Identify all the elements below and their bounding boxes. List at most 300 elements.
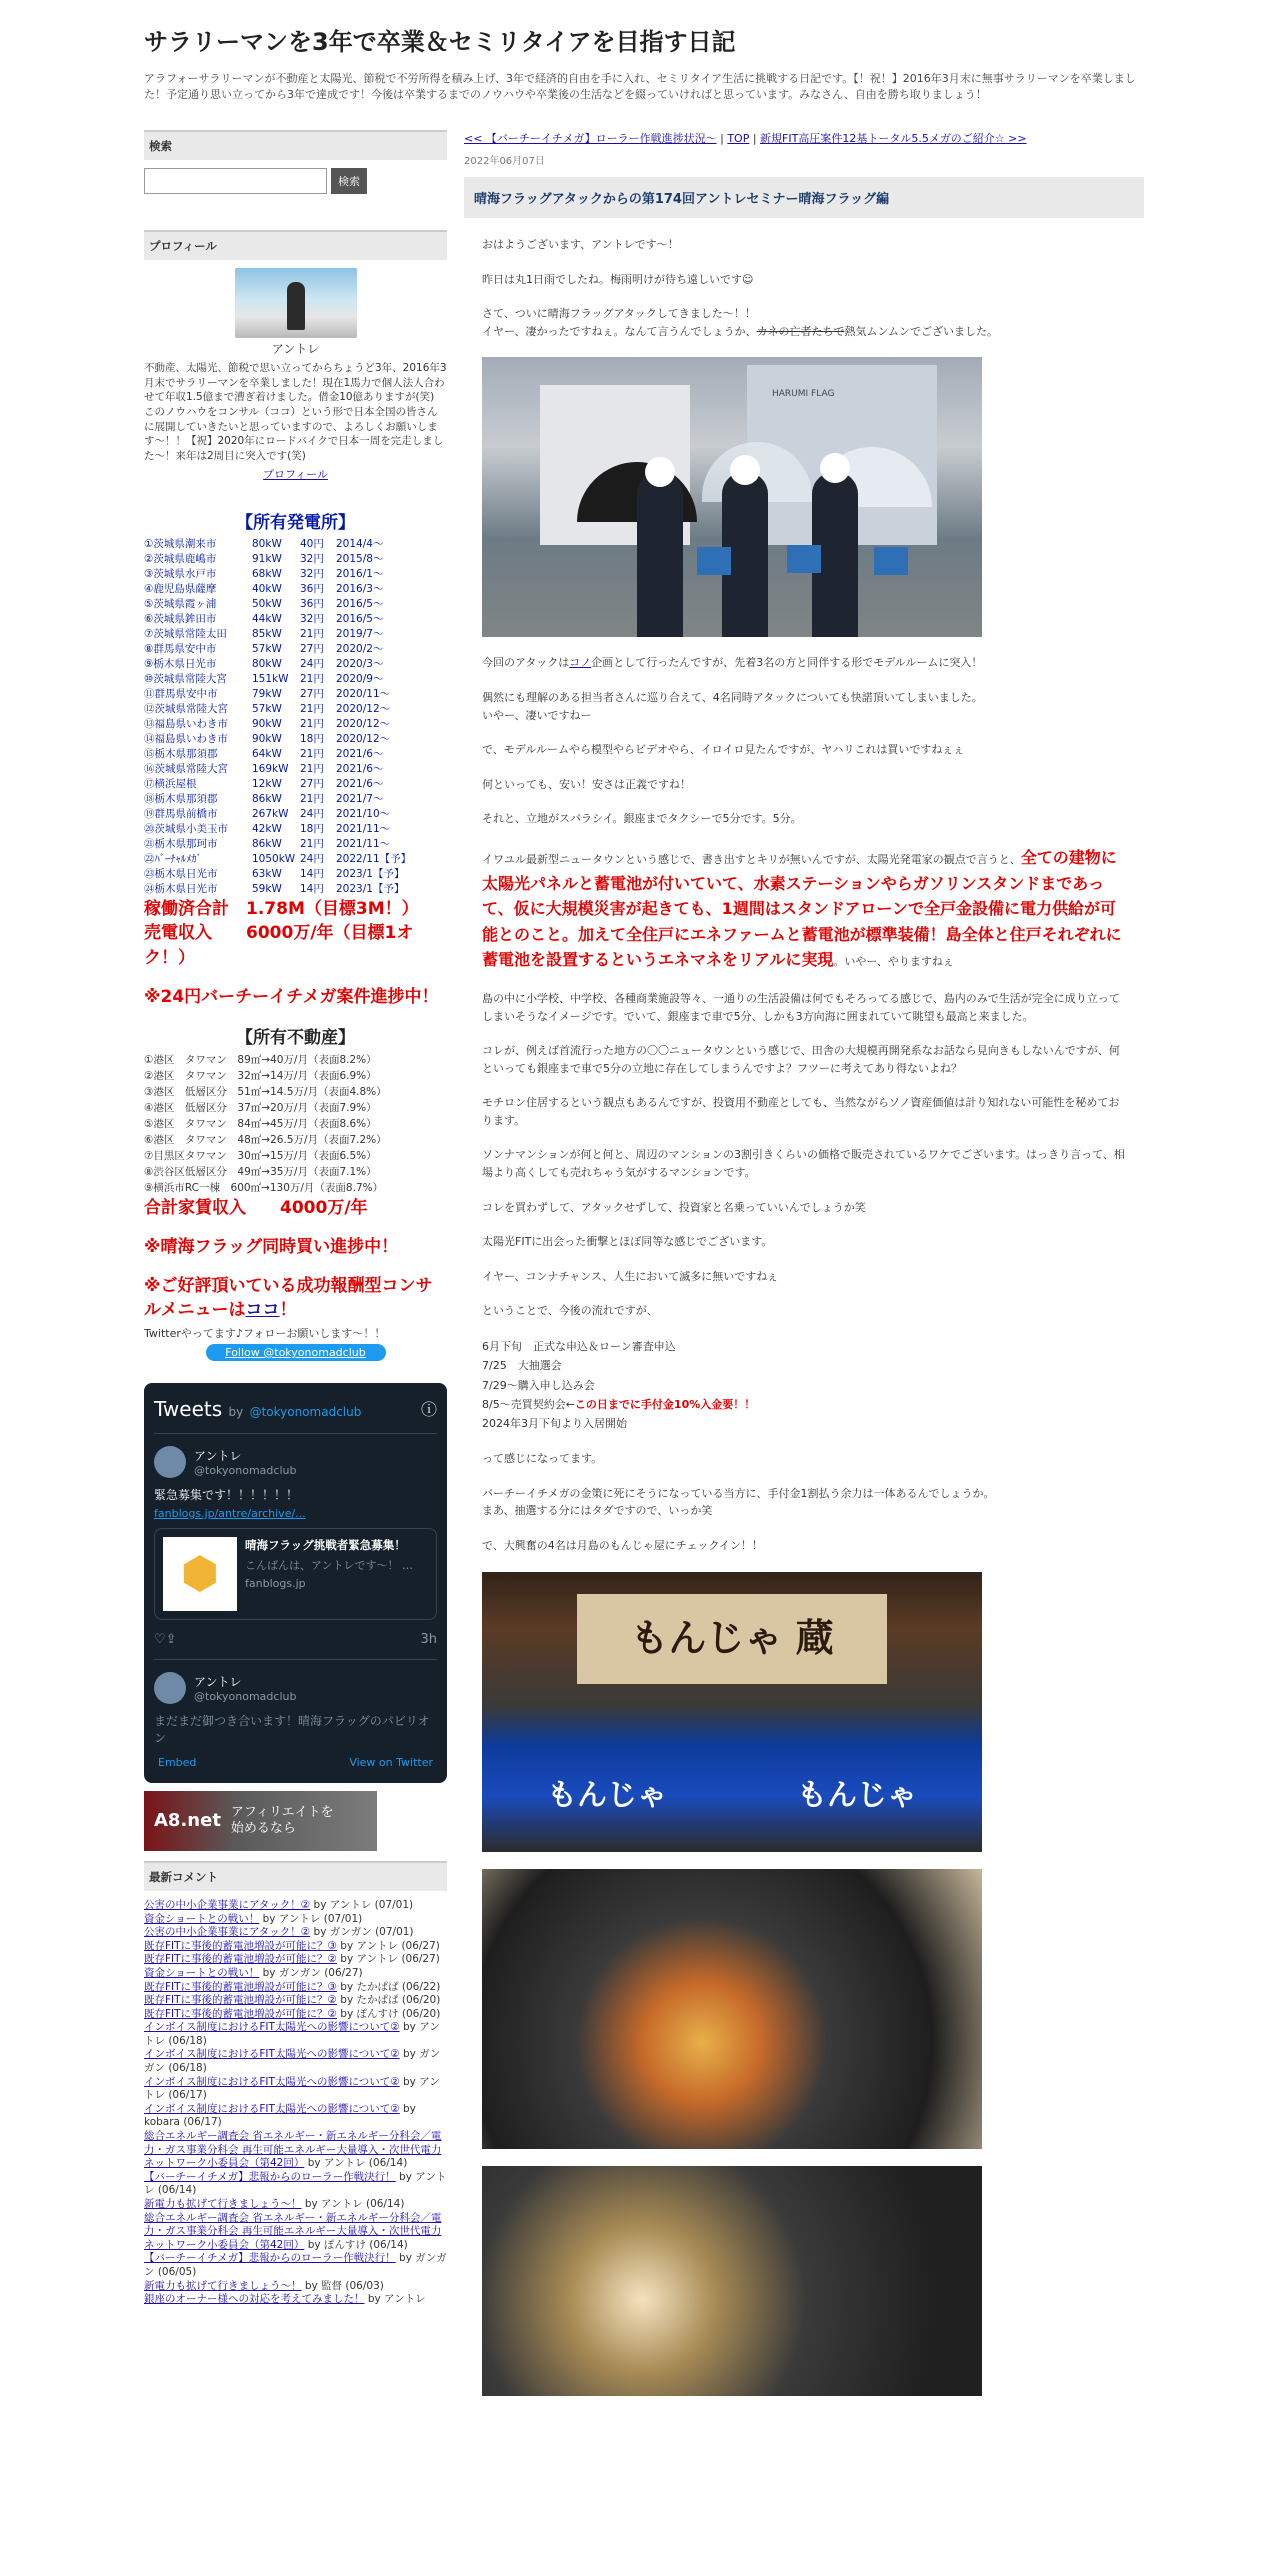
post-text: 偶然にも理解のある担当者さんに巡り合えて、4名同時アタックについても快諾頂いてしまいました。 [482,690,983,704]
estate-total: 合計家賃収入 4000万/年 [144,1198,368,1219]
comment-item [144,1940,447,1954]
comment-post-link[interactable]: 銀座のオーナー様への対応を考えてみました！ [144,2293,365,2306]
comment-post-link[interactable]: インボイス制度におけるFIT太陽光への影響について② [144,2048,400,2061]
comment-meta: by ガンガン (06/27) [259,1966,363,1979]
twitter-widget-header [154,1397,437,1434]
comment-meta: by アントレ (06/14) [144,2170,447,2197]
plant-price: 27円 [300,687,324,700]
plant-date: 2020/9～ [336,672,384,685]
comment-post-link[interactable]: 総合エネルギー調査会 省エネルギー・新エネルギー分科会／電力・ガス事業分科会 再生可能エネルギー大量導入・次世代電力ネットワーク小委員会（第42回） [144,2211,442,2251]
noren-text: もんじゃ [547,1777,667,1813]
comment-post-link[interactable]: インボイス制度におけるFIT太陽光への影響について② [144,2021,400,2034]
plant-kw: 44kW [252,612,282,625]
monja-cooking-photo[interactable] [482,1869,982,2149]
tweet-link[interactable]: fanblogs.jp/antre/archive/... [154,1506,306,1520]
harumi-flag-photo[interactable] [482,357,982,637]
plant-name: ①茨城県潮来市 [144,537,217,550]
comment-item [144,1913,447,1927]
plant-date: 2021/7～ [336,792,384,805]
plant-price: 14円 [300,867,324,880]
a8-affiliate-banner[interactable] [144,1791,377,1851]
monja-grill-photo[interactable] [482,2166,982,2396]
post-paragraph: って感じになってます。 [482,1452,603,1466]
strikethrough-text: カネの亡者たちで [756,324,845,338]
plant-item [144,837,447,852]
plant-name: ⑮栃木県那須郡 [144,747,218,760]
plant-item [144,537,447,552]
plant-price: 18円 [300,732,324,745]
comment-item [144,2171,447,2198]
profile-link[interactable]: プロフィール [263,467,328,481]
site-title[interactable]: サラリーマンを3年で卒業＆セミリタイアを目指す日記 [144,28,736,56]
site-description: アラフォーサラリーマンが不動産と太陽光、節税で不労所得を積み上げ、3年で経済的自由を手に入れ、セミリタイア生活に挑戦する日記です。【！祝！】2016年3月末に無事サラリーマンを卒業しました！予定通り思い立ってから3年で達成です！今後は卒業するまでのノウハウや卒業後の生活などを綴っていければと思っています。みなさん、自由を勝ち取りましょう！ [144,72,1136,101]
comment-meta: by 監督 (06/03) [301,2279,384,2292]
plant-kw: 86kW [252,837,282,850]
tweet-actions [154,1632,437,1647]
comment-item [144,2103,447,2130]
tweet-card-summary: こんばんは、アントレです〜！ … [245,1558,414,1572]
consult-notice [144,1274,447,1323]
comment-item [144,2252,447,2279]
comment-item [144,1926,447,1940]
twitter-widget-title: Tweets [154,1396,223,1421]
recent-comments-list [144,1899,447,2307]
plant-name: ⑳茨城県小美玉市 [144,822,228,835]
plant-kw: 57kW [252,702,282,715]
comment-meta: by ガンガン (06/18) [144,2048,441,2075]
comment-item [144,1899,447,1913]
plant-date: 2014/4～ [336,537,384,550]
plant-date: 2016/1～ [336,567,384,580]
post-body [464,218,1144,2396]
estate-item: ④港区 低層区分 37㎡→20万/月（表面7.9%） [144,1102,377,1115]
plant-name: ⑯茨城県常陸大宮 [144,762,228,775]
plant-date: 2021/6～ [336,762,384,775]
sidebar [144,130,447,2307]
estate-list [144,1052,447,1196]
comment-post-link[interactable]: 総合エネルギー調査会 省エネルギー・新エネルギー分科会／電力・ガス事業分科会 再生可能エネルギー大量導入・次世代電力ネットワーク小委員会（第42回） [144,2130,442,2170]
plant-name: ③茨城県水戸市 [144,567,217,580]
view-on-twitter-link[interactable]: View on Twitter [349,1755,433,1769]
comment-item [144,1994,447,2008]
plant-item [144,672,447,687]
plant-name: ⑫茨城県常陸大宮 [144,702,228,715]
plant-item [144,792,447,807]
comment-item [144,1981,447,1995]
comment-item [144,2198,447,2212]
plant-date: 2022/11【予】 [336,852,412,865]
comment-meta: by アントレ (06/14) [301,2198,405,2210]
shopping-bag-shape [787,545,821,573]
schedule-item: 7/29～購入申し込み会 [482,1378,595,1392]
a8-banner-text-line1: アフィリエイトを [230,1805,334,1821]
plant-date: 2020/12～ [336,732,391,745]
plant-date: 2021/11～ [336,837,391,850]
post-paragraph [482,654,1129,672]
plant-kw: 85kW [252,627,282,640]
comment-item [144,2212,447,2253]
post-text: イヤー、凄かったですねぇ。なんて言うんでしょうか、 [482,324,757,338]
plant-item [144,822,447,837]
consult-notice-end: ！ [279,1300,297,1321]
comment-meta: by ぽんすけ (06/20) [336,2007,441,2020]
plant-price: 36円 [300,597,324,610]
plant-date: 2015/8～ [336,552,384,565]
plant-kw: 80kW [252,657,282,670]
plant-item [144,687,447,702]
plant-capacity-total: 稼働済合計 1.78M（目標3M！） [144,898,419,919]
estate-item: ⑤港区 タワマン 84㎡→45万/月（表面8.6%） [144,1118,377,1131]
post-text: 今回のアタックは [482,656,570,670]
plant-name: ⑱栃木県那須郡 [144,792,218,805]
comment-item [144,2076,447,2103]
comment-post-link[interactable]: 新電力も拡げて行きましょう～！ [144,2279,302,2292]
avatar[interactable] [154,1446,186,1478]
post-paragraph: ということで、今後の流れですが、 [482,1304,658,1318]
tweet-text: まだまだ御つき合います！晴海フラッグのパビリオン [154,1713,430,1745]
plant-kw: 68kW [252,567,282,580]
post-paragraph: で、大興奮の4名は月島のもんじゃ屋にチェックイン！！ [482,1539,763,1553]
a8-banner-text [231,1805,334,1836]
plant-date: 2019/7～ [336,627,384,640]
plant-price: 21円 [300,762,324,775]
schedule-item: 8/5～売買契約会← [482,1397,575,1411]
plant-name: ㉑栃木県那珂市 [144,837,218,850]
plant-item [144,597,447,612]
comment-post-link[interactable]: インボイス制度におけるFIT太陽光への影響について② [144,2102,400,2115]
plant-item [144,732,447,747]
tweet-card-title: 晴海フラッグ挑戦者緊急募集！ [245,1537,406,1552]
estate-item: ③港区 低層区分 51㎡→14.5万/月（表面4.8%） [144,1086,387,1099]
post-paragraph: 何といっても、安い！安さは正義ですね！ [482,777,691,791]
plant-kw: 63kW [252,867,282,880]
plant-date: 2020/3～ [336,657,384,670]
plant-date: 2020/11～ [336,687,391,700]
plant-price: 32円 [300,612,324,625]
a8-banner-text-line2: 始めるなら [230,1820,296,1836]
tweet-user [154,1672,437,1704]
comment-item [144,1967,447,1981]
comment-meta: by たかぱぱ (06/22) [336,1980,441,1993]
plant-item [144,852,447,867]
comment-post-link[interactable]: 【バーチーイチメガ】悲報からのローラー作戦決行！ [144,2170,396,2183]
monja-restaurant-photo[interactable] [482,1572,982,1852]
post-paragraph: 島の中に小学校、中学校、各種商業施設等々、一通りの生活設備は何でもそろってる感じで、島内のみで生活が完全に成り立ってしまいそうなイメージです。でいて、銀座まで車で5分、しかも3方向海に囲まれていて眺望も最高と来ました。 [482,991,1120,1023]
plant-name: ⑤茨城県霞ヶ浦 [144,597,217,610]
plant-date: 2016/5～ [336,597,384,610]
person-shape [637,472,683,637]
twitter-follow-button[interactable]: Follow @tokyonomadclub [206,1344,386,1361]
plant-price: 24円 [300,852,324,865]
plant-kw: 12kW [252,777,282,790]
power-plants-title: 【所有発電所】 [236,512,355,533]
comment-meta: by アントレ (06/14) [304,2157,408,2170]
comment-post-link[interactable]: 既存FITに事後的蓄電池増設が可能に？② [144,1953,337,1966]
plant-price: 24円 [300,657,324,670]
profile-box-title: プロフィール [144,230,447,260]
post-text: 企画として行ったんですが、先着3名の方と同伴する形でモデルルームに突入！ [591,656,983,670]
plant-item [144,867,447,882]
top-link[interactable]: TOP [727,132,750,145]
comment-meta: by アントレ (06/18) [144,2021,440,2047]
profile-name: アントレ [271,342,320,356]
plant-price: 32円 [300,567,324,580]
tweet[interactable] [154,1660,437,1758]
post-paragraph: ソンナマンションが何と何と、周辺のマンションの3割引きくらいの価格で販売されているワケでございます。はっきり言って、相場より高くしても売れちゃう気がするマンションです。 [482,1148,1125,1180]
tweet-card-body [245,1537,413,1611]
post-paragraph: コレを買わずして、アタックせずして、投資家と名乗っていいんでしょうか笑 [482,1200,866,1214]
profile-text: 不動産、太陽光、節税で思い立ってからちょうど3年、2016年3月末でサラリーマンを卒業しました！現在1馬力で個人法人合わせて年収1.5億まで漕ぎ着けました。借金10億ありますが(笑) このノウハウをコンサル（ココ）という形で日本全国の皆さんに展開していきたいと思っていますので、よろしくお願いします～！！【祝】2020年にロードバイクで日本一周を完走しました～！来年は2周目に突入です(笑) [144,362,447,463]
plant-price: 14円 [300,882,324,895]
plant-item [144,657,447,672]
tweet-user-names [194,1673,296,1703]
post-paragraph: おはようございます、アントレです～！ [482,238,679,251]
plant-price: 24円 [300,807,324,820]
info-icon[interactable]: ⓘ [420,1400,437,1420]
post-paragraph: イヤー、コンナチャンス、人生において滅多に無いですねぇ [482,1269,779,1283]
plant-date: 2021/6～ [336,747,384,760]
post-text: まあ、抽選する分にはタダですので、いっか笑 [482,1504,713,1518]
plant-kw: 267kW [252,807,289,820]
embed-link[interactable]: Embed [158,1755,197,1769]
share-icon[interactable]: ⇪ [165,1631,177,1647]
tweet-time[interactable]: 3h [420,1631,437,1647]
estate-item: ①港区 タワマン 89㎡→40万/月（表面8.2%） [144,1054,377,1067]
plant-kw: 57kW [252,642,282,655]
plant-item [144,552,447,567]
plant-name: ⑩茨城県常陸大宮 [144,672,227,685]
post-paragraph: で、モデルルームやら模型やらビデオやら、イロイロ見たんですが、ヤハリこれは買いですねぇぇ [482,743,965,757]
tweet-user-name[interactable]: アントレ [194,1674,242,1689]
post-text: いやー、凄いですねー [482,708,592,722]
photo-sign-text: HARUMI FLAG [772,389,835,400]
post-link[interactable]: コノ [569,656,592,670]
plant-name: ⑦茨城県常陸太田 [144,627,227,640]
comment-post-link[interactable]: 既存FITに事後的蓄電池増設が可能に？② [144,2007,337,2020]
comment-item [144,2048,447,2075]
next-post-link[interactable]: 新規FIT高圧案件12基トータル5.5メガのご紹介☆ >> [760,132,1027,145]
a8-logo: A8.net [154,1810,221,1832]
comment-post-link[interactable]: 【バーチーイチメガ】悲報からのローラー作戦決行！ [144,2252,396,2265]
comment-meta: by アントレ (06/17) [144,2075,440,2102]
search-input[interactable] [144,168,327,194]
twitter-widget-footer [158,1756,433,1769]
plant-name: ㉒ﾊﾞｰﾁｬﾙﾒｶﾞ [144,852,202,865]
plant-kw: 40kW [252,582,282,595]
tweet-user-name[interactable]: アントレ [194,1448,242,1463]
consult-notice-text: ※ご好評頂いている成功報酬型コンサルメニューは [144,1275,433,1321]
comment-meta: by アントレ (07/01) [259,1912,363,1925]
plant-price: 18円 [300,822,324,835]
plant-kw: 169kW [252,762,289,775]
comment-meta: by たかぱぱ (06/20) [336,1994,441,2007]
schedule-list [482,1337,1129,1433]
plant-kw: 79kW [252,687,282,700]
comment-item [144,2021,447,2048]
plant-item [144,777,447,792]
plant-date: 2021/11～ [336,822,391,835]
plant-name: ②茨城県鹿嶋市 [144,552,217,565]
plant-date: 2020/12～ [336,702,391,715]
comment-post-link[interactable]: 新電力も拡げて行きましょう～！ [144,2198,302,2210]
comment-post-link[interactable]: 既存FITに事後的蓄電池増設が可能に？③ [144,1980,337,1993]
power-plant-list [144,537,447,897]
highlight-text: 全ての建物に太陽光パネルと蓄電池が付いていて、水素ステーションやらガソリンスタンドまであって、仮に大規模災害が起きても、1週間はスタンドアローンで全戸金設備に電力供給が可能とのこと。加えて全住戸にエネファームと蓄電池が標準装備！島全体と住戸それぞれに蓄電池を設置するというエネマネをリアルに実現 [482,847,1122,970]
plant-kw: 86kW [252,792,282,805]
plant-kw: 50kW [252,597,282,610]
hexagon-logo-icon: ⬢ [163,1537,237,1611]
plant-item [144,642,447,657]
plant-name: ⑬福島県いわき市 [144,717,228,730]
plant-kw: 42kW [252,822,282,835]
twitter-widget-handle[interactable]: @tokyonomadclub [249,1404,362,1419]
plant-item [144,567,447,582]
search-box-title: 検索 [144,130,447,160]
consult-link[interactable]: ココ [245,1300,280,1321]
plant-kw: 64kW [252,747,282,760]
tweet-user-handle[interactable]: @tokyonomadclub [194,1689,297,1703]
estate-item: ⑦目黒区タワマン 30㎡→15万/月（表面6.5%） [144,1150,377,1163]
nav-separator: | [716,132,728,145]
plant-item [144,702,447,717]
schedule-item: 6月下旬 正式な申込＆ローン審査申込 [482,1340,676,1354]
plant-price: 40円 [300,537,324,550]
comment-post-link[interactable]: 公害の中小企業事業にアタック！② [144,1926,311,1939]
twitter-widget [144,1383,447,1783]
plant-price: 21円 [300,747,324,760]
comment-item [144,2008,447,2022]
comment-meta: by kobara (06/17) [144,2102,416,2129]
heart-icon[interactable]: ♡ [154,1631,166,1647]
post-text: イワユル最新型ニュータウンという感じで、書き出すとキリが無いんですが、太陽光発電家の観点で言うと、 [482,852,1021,866]
plant-name: ⑪群馬県安中市 [144,687,218,700]
plant-revenue: 売電収入 6000万/年（目標1オク！） [144,923,414,969]
tweet[interactable] [154,1434,437,1660]
comment-meta: by アントレ (07/01) [310,1898,414,1911]
plant-date: 2021/6～ [336,777,384,790]
shopping-bag-shape [874,547,908,575]
plant-date: 2023/1【予】 [336,882,405,895]
tweet-link-card[interactable] [154,1528,437,1620]
main-content [464,130,1144,2396]
site-header [0,0,1284,103]
comment-meta: by アントレ (06/27) [336,1953,440,1966]
estate-item: ⑧渋谷区低層区分 49㎡→35万/月（表面7.1%） [144,1166,377,1179]
plant-kw: 91kW [252,552,282,565]
comment-post-link[interactable]: 既存FITに事後的蓄電池増設が可能に？③ [144,1939,337,1952]
comment-post-link[interactable]: 資金ショートとの戦い！ [144,1912,260,1925]
recent-comments-title: 最新コメント [144,1861,447,1891]
estate-item: ⑨横浜市RC一棟 600㎡→130万/月（表面8.7%） [144,1182,384,1195]
plant-item [144,747,447,762]
schedule-warning: この日までに手付金10%入金要！！ [574,1397,756,1411]
post-paragraph: 太陽光FITに出会った衝撃とほぼ同等な感じでございます。 [482,1235,773,1249]
post-paragraph: 昨日は丸1日雨でしたね。梅雨明けが待ち遠しいです☺ [482,272,754,286]
estate-item: ⑥港区 タワマン 48㎡→26.5万/月（表面7.2%） [144,1134,387,1147]
post-paragraph [482,305,1129,340]
avatar[interactable] [154,1672,186,1704]
plant-date: 2016/3～ [336,582,384,595]
noren-curtain [482,1772,982,1820]
noren-text: もんじゃ [797,1777,917,1813]
post-navigation [464,130,1144,146]
plant-price: 32円 [300,552,324,565]
post-paragraph [482,689,1129,724]
plant-item [144,717,447,732]
plant-price: 27円 [300,642,324,655]
plant-item [144,612,447,627]
plant-date: 2021/10～ [336,807,391,820]
comment-meta: by ガンガン (06/05) [144,2252,447,2278]
plant-item [144,762,447,777]
tweet-text: 緊急募集です！！！！！！ [154,1487,299,1502]
comment-meta: by アントレ [364,2293,426,2306]
plant-item [144,807,447,822]
plant-name: ⑲群馬県前橋市 [144,807,218,820]
plant-item [144,627,447,642]
tweet-user [154,1446,437,1478]
plant-name: ㉓栃木県日光市 [144,867,218,880]
tweet-card-domain: fanblogs.jp [245,1576,306,1590]
tweet-user-names [194,1447,296,1477]
profile-section [144,268,447,482]
search-button[interactable]: 検索 [331,168,367,194]
post-paragraph [482,1485,1129,1520]
plant-date: 2016/5～ [336,612,384,625]
post-paragraph: それと、立地がスバラシイ。銀座までタクシーで5分です。5分。 [482,812,802,826]
estate-notice-harumi: ※晴海フラッグ同時買い進捗中！ [144,1237,399,1258]
plant-item [144,882,447,897]
comment-meta: by ガンガン (07/01) [310,1926,414,1939]
post-paragraph: コレが、例えば首流行った地方の〇〇ニュータウンという感じで、田舎の大規模再開発系なお話なら見向きもしないんですが、何といっても銀座まで車で5分の立地に存在してしまうんですよ？フツーに考えてあり得ないよね？ [482,1044,1120,1075]
plant-price: 27円 [300,777,324,790]
profile-photo [235,268,357,338]
comment-post-link[interactable]: 公害の中小企業事業にアタック！② [144,1898,311,1911]
tweet-user-handle[interactable]: @tokyonomadclub [194,1463,297,1477]
plant-notice: ※24円バーチーイチメガ案件進捗中！ [144,986,439,1007]
post-text: バーチーイチメガの金策に死にそうになっている当方に、手付金1割払う余力は一体あるんでしょうか。 [482,1486,995,1500]
restaurant-sign: もんじゃ 蔵 [577,1594,887,1684]
plant-price: 21円 [300,672,324,685]
plant-price: 21円 [300,717,324,730]
search-form [144,168,447,194]
post-title[interactable]: 晴海フラッグアタックからの第174回アントレセミナー晴海フラッグ編 [464,177,1144,218]
plant-name: ⑰横浜屋根 [144,777,197,790]
prev-post-link[interactable]: << 【バーチーイチメガ】ローラー作戦進捗状況～ [464,132,717,145]
comment-post-link[interactable]: インボイス制度におけるFIT太陽光への影響について② [144,2075,400,2088]
plant-date: 2023/1【予】 [336,867,405,880]
plant-kw: 151kW [252,672,289,685]
comment-item [144,1953,447,1967]
plant-price: 21円 [300,627,324,640]
comment-item [144,2130,447,2171]
comment-post-link[interactable]: 資金ショートとの戦い！ [144,1966,260,1979]
estate-title: 【所有不動産】 [236,1028,355,1049]
plant-kw: 1050kW [252,852,296,865]
comment-meta: by アントレ (06/27) [336,1939,440,1952]
plant-name: ⑭福島県いわき市 [144,732,228,745]
plant-kw: 90kW [252,732,282,745]
post-text: さて、ついに晴海フラッグアタックしてきました～！！ [482,307,756,321]
twitter-widget-title-group [154,1397,361,1421]
comment-item [144,2293,447,2307]
comment-post-link[interactable]: 既存FITに事後的蓄電池増設が可能に？② [144,1994,337,2007]
post-text: 熱気ムンムンでございました。 [844,324,999,338]
plant-name: ④鹿児島県薩摩 [144,582,217,595]
plant-name: ㉔栃木県日光市 [144,882,218,895]
plant-date: 2020/12～ [336,717,391,730]
estate-item: ②港区 タワマン 32㎡→14万/月（表面6.9%） [144,1070,377,1083]
